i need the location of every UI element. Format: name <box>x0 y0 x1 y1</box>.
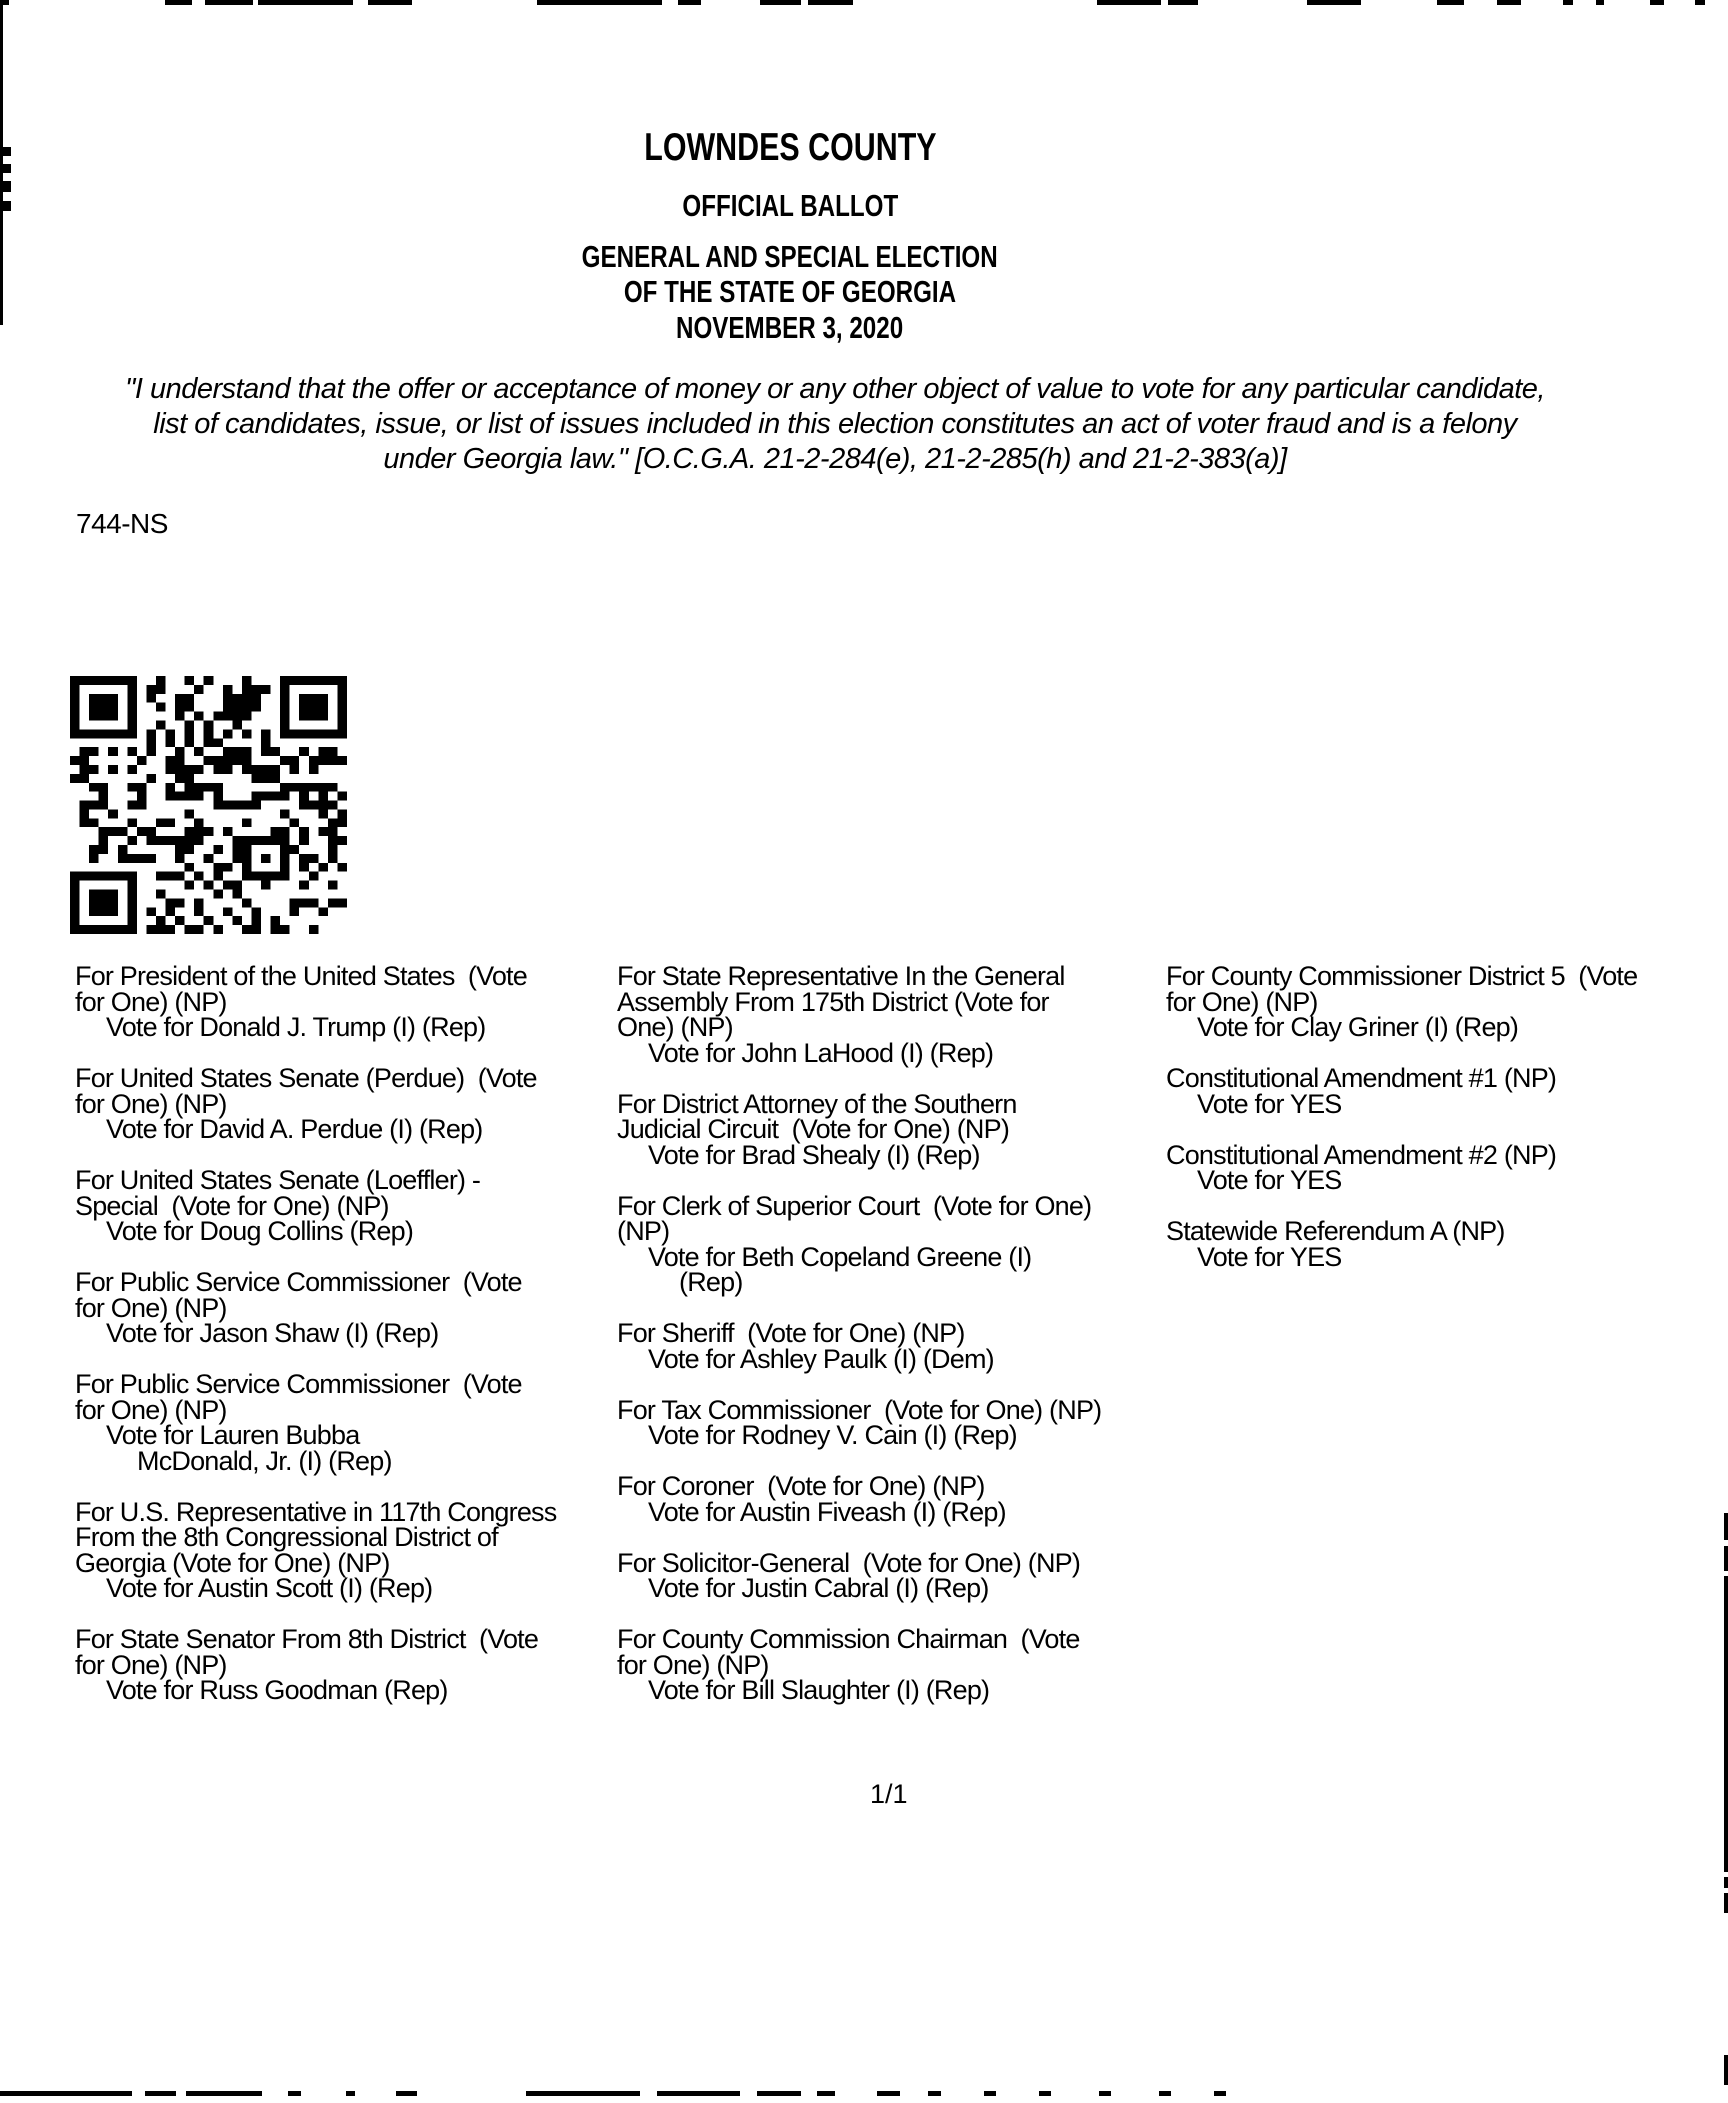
contest-line: For State Representative In the General <box>617 961 1065 991</box>
contest-block <box>617 1471 1177 1527</box>
contest-line: For County Commissioner District 5 (Vote <box>1166 961 1638 991</box>
ballot-column-left <box>75 961 635 1729</box>
contest-line: For Tax Commissioner (Vote for One) (NP) <box>617 1394 1102 1425</box>
contest-line: Constitutional Amendment #1 (NP) <box>1166 1063 1557 1093</box>
contest-line: Special (Vote for One) (NP) <box>75 1190 389 1221</box>
contest-line: for One) (NP) <box>617 1649 769 1680</box>
contest-line: For Clerk of Superior Court (Vote for One) <box>617 1190 1092 1221</box>
scan-artifact <box>1214 2091 1226 2096</box>
contest-block <box>1166 1216 1728 1272</box>
contest-block <box>1166 1139 1728 1195</box>
vote-line: Vote for Jason Shaw (I) (Rep) <box>106 1318 439 1348</box>
contest-block <box>617 1547 1177 1603</box>
scan-artifact <box>3 201 11 211</box>
scan-artifact <box>657 2091 740 2096</box>
vote-line: Vote for Austin Scott (I) (Rep) <box>106 1573 433 1603</box>
contest-block <box>617 1624 1177 1705</box>
contest-line: For United States Senate (Loeffler) - <box>75 1165 481 1195</box>
scan-artifact <box>3 164 11 173</box>
scan-artifact <box>346 2091 355 2096</box>
contest-block <box>617 1088 1177 1170</box>
county-name: LOWNDES COUNTY <box>643 126 937 169</box>
vote-line: Vote for YES <box>1197 1088 1342 1119</box>
contest-block <box>617 961 1177 1068</box>
ballot-type-heading: OFFICIAL BALLOT <box>682 188 898 223</box>
vote-line: Vote for Justin Cabral (I) (Rep) <box>648 1573 989 1603</box>
qr-code-icon <box>70 676 347 934</box>
vote-line: Vote for Beth Copeland Greene (I) <box>648 1241 1032 1272</box>
contest-line: Judicial Circuit (Vote for One) (NP) <box>617 1114 1010 1144</box>
scan-artifact <box>526 2091 640 2096</box>
contest-line: For Solicitor-General (Vote for One) (NP) <box>617 1547 1081 1578</box>
contest-line: for One) (NP) <box>75 986 227 1017</box>
scan-artifact <box>368 0 412 5</box>
page-title <box>0 126 1580 170</box>
election-name-line-2: OF THE STATE OF GEORGIA <box>623 274 957 309</box>
scan-artifact <box>928 2091 941 2096</box>
scan-artifact <box>1724 1576 1728 1872</box>
vote-line: Vote for YES <box>1197 1241 1342 1272</box>
scan-artifact <box>396 2091 417 2096</box>
scan-artifact <box>1724 1877 1728 1888</box>
contest-block <box>75 961 635 1042</box>
scan-artifact <box>165 0 192 5</box>
contest-line: Constitutional Amendment #2 (NP) <box>1166 1139 1557 1170</box>
warning-line: under Georgia law." [O.C.G.A. 21-2-284(e), 21-2-285(h) and 21-2-383(a)] <box>383 443 1287 475</box>
vote-line: Vote for Doug Collins (Rep) <box>106 1216 414 1246</box>
scan-artifact <box>258 0 353 5</box>
vote-line: Vote for Lauren Bubba <box>106 1420 360 1450</box>
scan-artifact <box>1159 2091 1171 2096</box>
contest-line: For Sheriff (Vote for One) (NP) <box>617 1318 965 1348</box>
contest-line: For Public Service Commissioner (Vote <box>75 1267 522 1297</box>
contest-block <box>75 1063 635 1144</box>
scan-artifact <box>678 0 701 5</box>
contest-line: For County Commission Chairman (Vote <box>617 1624 1080 1654</box>
vote-line: Vote for Donald J. Trump (I) (Rep) <box>106 1012 486 1042</box>
scan-artifact <box>3 181 11 192</box>
election-date: NOVEMBER 3, 2020 <box>676 310 904 345</box>
scan-artifact <box>1099 2091 1111 2096</box>
scan-artifact <box>1724 1546 1728 1571</box>
contest-line: For Public Service Commissioner (Vote <box>75 1369 522 1399</box>
scan-artifact <box>1724 2055 1728 2085</box>
vote-line: Vote for Rodney V. Cain (I) (Rep) <box>648 1420 1017 1450</box>
contest-line: From the 8th Congressional District of <box>75 1522 498 1552</box>
contest-block <box>1166 961 1728 1042</box>
contest-line: For Coroner (Vote for One) (NP) <box>617 1471 985 1501</box>
contest-line: For U.S. Representative in 117th Congress <box>75 1496 557 1527</box>
scan-artifact <box>1497 0 1521 5</box>
scan-artifact <box>1724 1513 1728 1540</box>
scan-artifact <box>0 2091 132 2096</box>
scan-artifact <box>808 0 853 5</box>
vote-line: Vote for YES <box>1197 1165 1342 1195</box>
contest-block <box>617 1190 1177 1297</box>
contest-block <box>75 1369 635 1476</box>
contest-line: for One) (NP) <box>75 1394 227 1425</box>
scan-artifact <box>1724 1893 1728 1913</box>
contest-block <box>75 1624 635 1705</box>
warning-line: "I understand that the offer or acceptance of money or any other object of value to vote for any particular candidate, <box>125 373 1545 405</box>
contest-line: for One) (NP) <box>1166 986 1318 1017</box>
contest-line: for One) (NP) <box>75 1088 227 1119</box>
contest-line: For United States Senate (Perdue) (Vote <box>75 1063 537 1093</box>
scan-artifact <box>757 2091 801 2096</box>
contest-line: for One) (NP) <box>75 1292 227 1323</box>
scan-artifact <box>1039 2091 1051 2096</box>
contest-line: (NP) <box>617 1216 670 1246</box>
vote-line: Vote for John LaHood (I) (Rep) <box>648 1037 994 1068</box>
contest-block <box>75 1496 635 1603</box>
contest-block <box>75 1267 635 1348</box>
ballot-style-code: 744-NS <box>76 508 168 539</box>
vote-line: Vote for Ashley Paulk (I) (Dem) <box>648 1343 994 1374</box>
scan-artifact <box>186 2091 262 2096</box>
contest-line: For District Attorney of the Southern <box>617 1088 1017 1119</box>
scan-artifact <box>145 2091 176 2096</box>
contest-block <box>75 1165 635 1246</box>
contest-line: for One) (NP) <box>75 1649 227 1680</box>
contest-block <box>1166 1063 1728 1119</box>
contest-line: Statewide Referendum A (NP) <box>1166 1216 1505 1246</box>
page-number: 1/1 <box>870 1779 908 1809</box>
contest-block <box>617 1394 1177 1450</box>
scan-artifact <box>288 2091 301 2096</box>
contest-line: For President of the United States (Vote <box>75 961 527 991</box>
election-name-line-1: GENERAL AND SPECIAL ELECTION <box>581 239 999 274</box>
scan-artifact <box>1563 0 1573 5</box>
scan-artifact <box>877 2091 900 2096</box>
vote-line: Vote for Bill Slaughter (I) (Rep) <box>648 1675 990 1705</box>
vote-line: Vote for David A. Perdue (I) (Rep) <box>106 1114 483 1144</box>
contest-line: Assembly From 175th District (Vote for <box>617 986 1049 1017</box>
scan-artifact <box>1097 0 1161 5</box>
scan-artifact <box>1596 0 1604 5</box>
voter-fraud-warning <box>55 372 1615 477</box>
contest-line: For State Senator From 8th District (Vote <box>75 1624 539 1654</box>
vote-line: Vote for Austin Fiveash (I) (Rep) <box>648 1496 1006 1527</box>
scan-artifact <box>1168 0 1198 5</box>
contest-line: One) (NP) <box>617 1012 733 1042</box>
scan-artifact <box>817 2091 835 2096</box>
scan-artifact <box>1437 0 1464 5</box>
contest-block <box>617 1318 1177 1374</box>
scan-artifact <box>1650 0 1664 5</box>
scan-artifact <box>1695 0 1705 5</box>
vote-line: Vote for Brad Shealy (I) (Rep) <box>648 1139 980 1170</box>
vote-line: (Rep) <box>679 1267 743 1297</box>
vote-line: Vote for Russ Goodman (Rep) <box>106 1675 448 1705</box>
scan-artifact <box>537 0 662 5</box>
warning-line: list of candidates, issue, or list of issues included in this election constitutes an act of voter fraud and is a felony <box>153 408 1517 440</box>
scan-artifact <box>760 0 801 5</box>
scan-artifact <box>205 0 253 5</box>
vote-line: Vote for Clay Griner (I) (Rep) <box>1197 1012 1519 1042</box>
ballot-column-right <box>1166 961 1728 1296</box>
scan-artifact <box>1307 0 1361 5</box>
scan-artifact <box>984 2091 996 2096</box>
vote-line: McDonald, Jr. (I) (Rep) <box>137 1445 392 1476</box>
contest-line: Georgia (Vote for One) (NP) <box>75 1547 390 1578</box>
ballot-column-middle <box>617 961 1177 1729</box>
scan-artifact <box>3 147 11 156</box>
